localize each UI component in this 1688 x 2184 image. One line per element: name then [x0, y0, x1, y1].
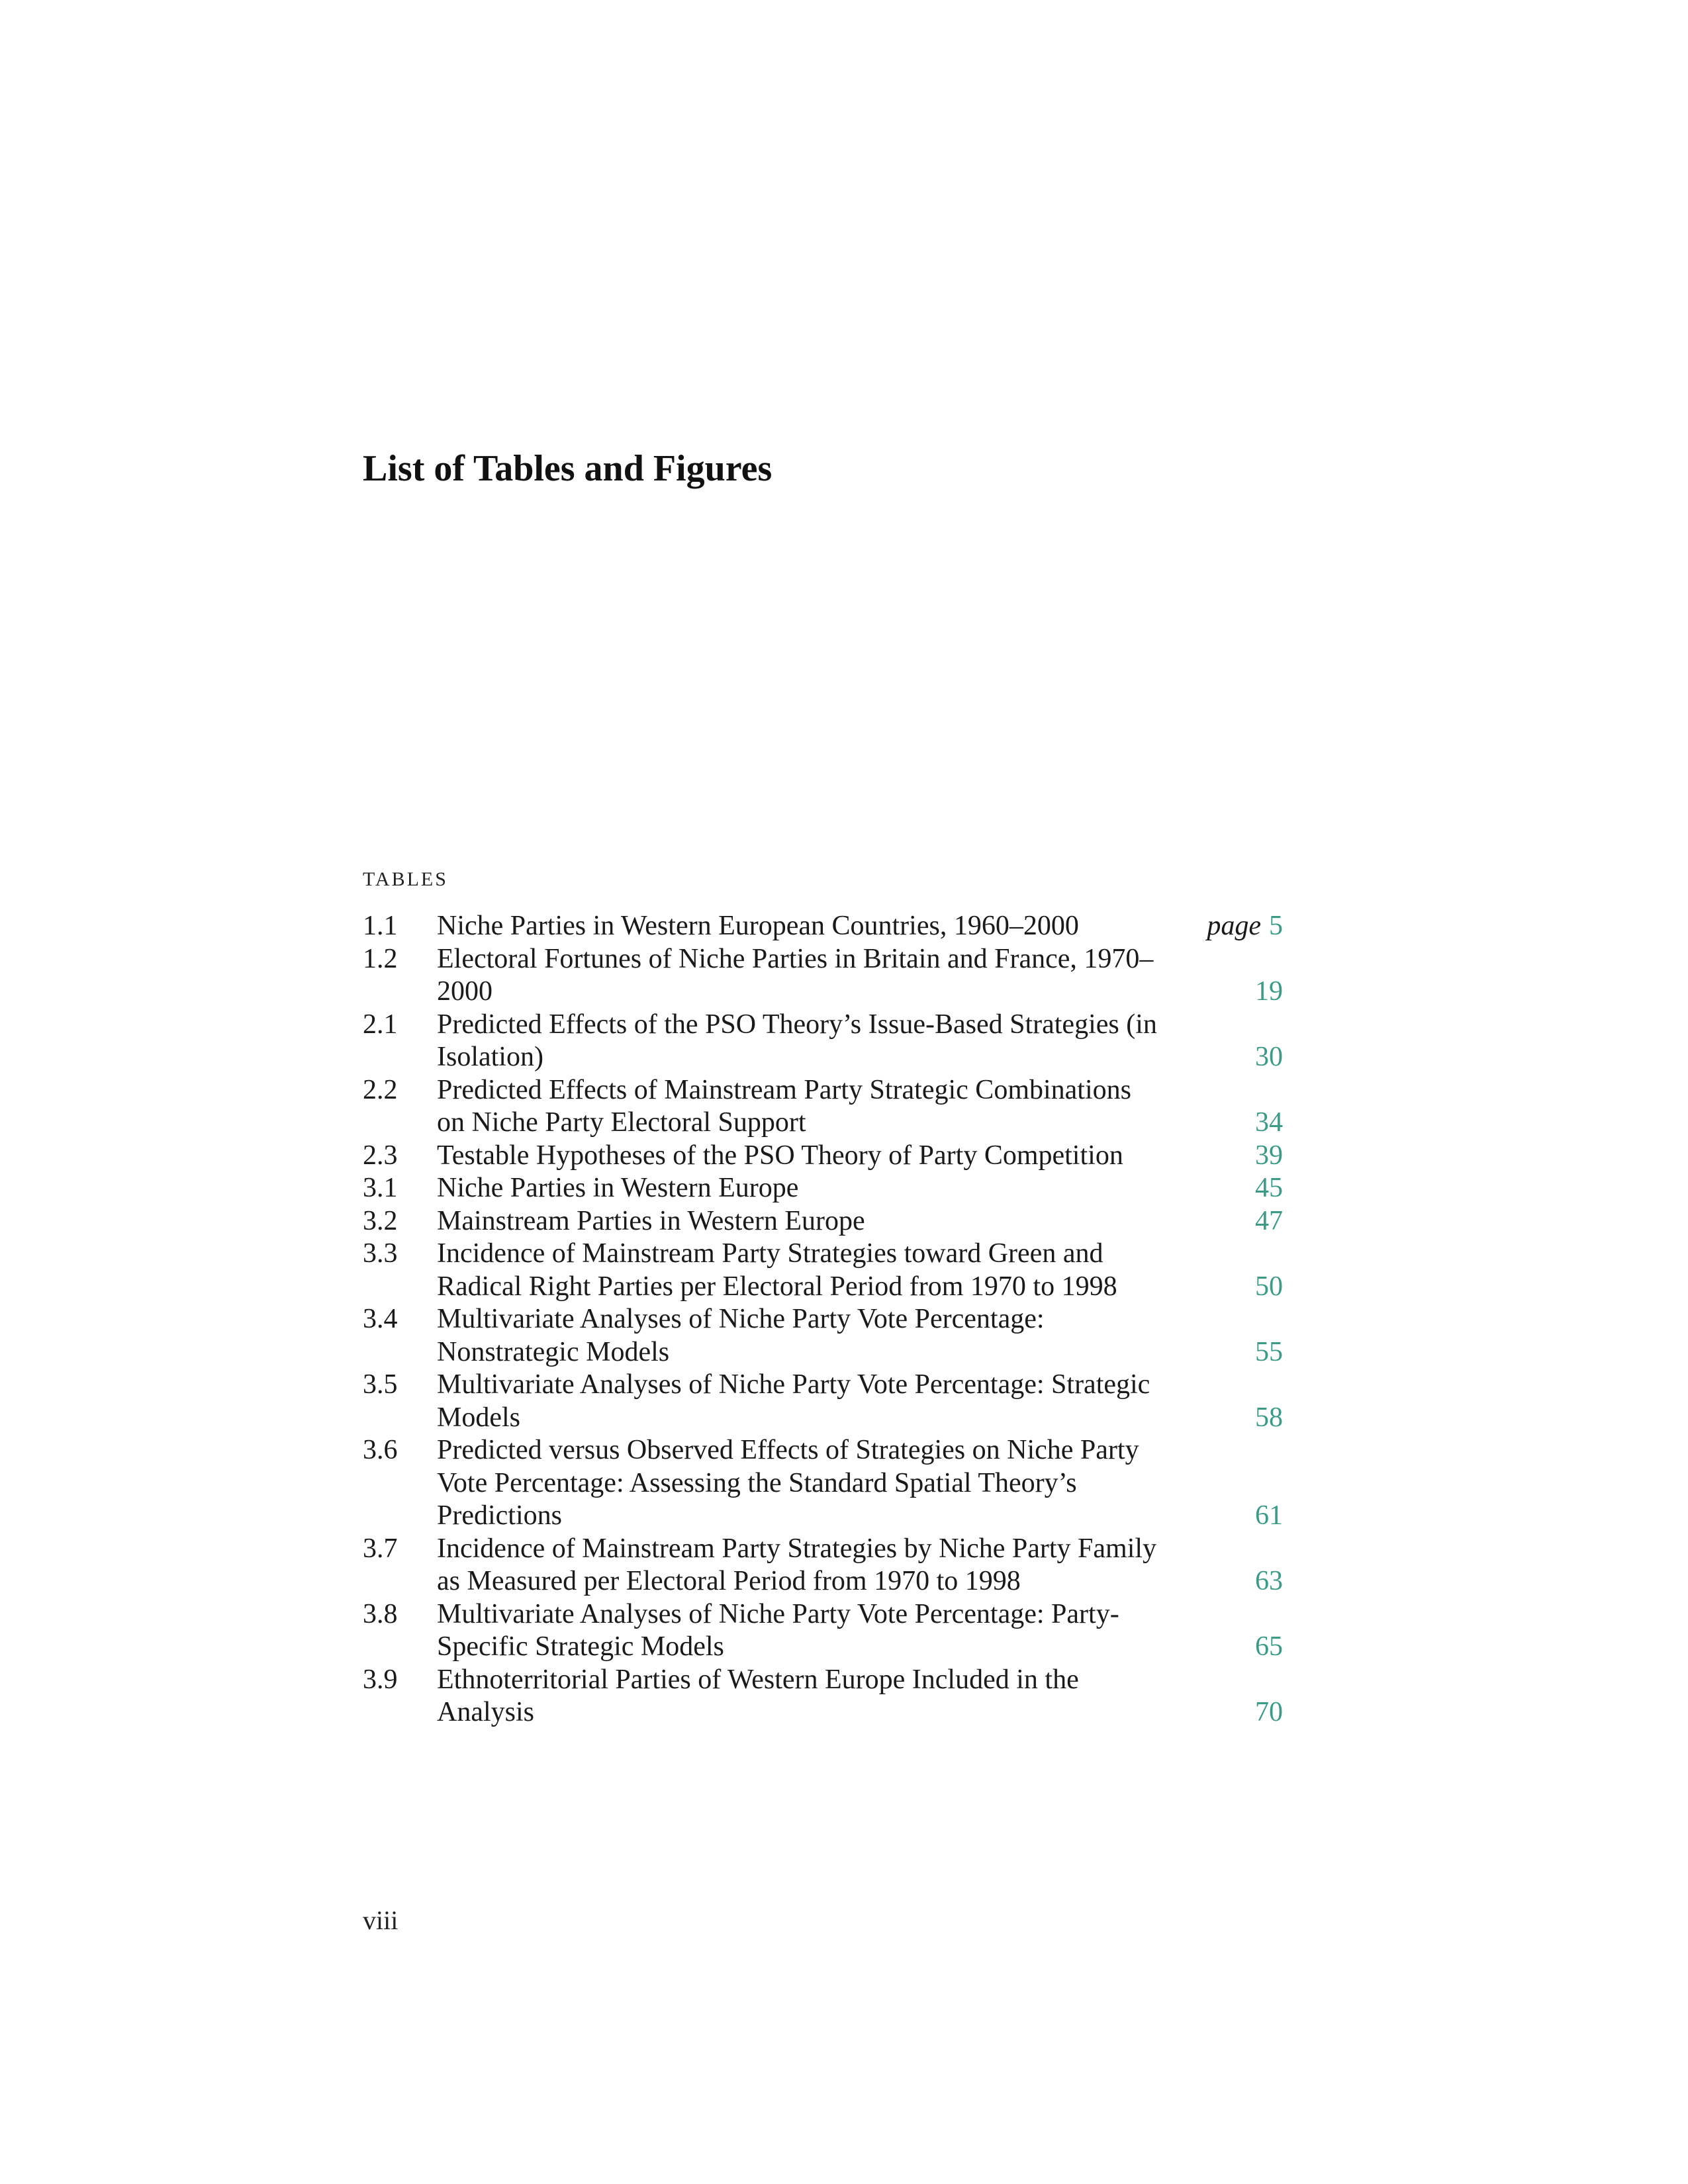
entry-page-ref: [1165, 910, 1283, 943]
toc-entry: [363, 943, 1283, 1009]
tables-list: [363, 910, 1283, 1729]
toc-entry: [363, 1140, 1283, 1173]
entry-page: 5: [1269, 911, 1283, 941]
toc-entry: [363, 1172, 1283, 1205]
entry-title: Multivariate Analyses of Niche Party Vote Percentage: Party-Specific Strategic Models: [437, 1598, 1119, 1662]
toc-entry: [363, 1238, 1283, 1303]
entry-title: Testable Hypotheses of the PSO Theory of Party Competition: [437, 1140, 1123, 1171]
entry-title: Predicted versus Observed Effects of Strategies on Niche Party Vote Percentage: Assessing the Standard Spatial Theory’s Predictions: [437, 1435, 1139, 1531]
entry-title: Predicted Effects of the PSO Theory’s Issue-Based Strategies (in Isolation): [437, 1009, 1157, 1072]
entry-number: 3.2: [363, 1205, 398, 1236]
page-title: List of Tables and Figures: [363, 448, 773, 489]
entry-page: 61: [1255, 1500, 1283, 1531]
toc-entry: [363, 1533, 1283, 1598]
toc-entry: [363, 1664, 1283, 1729]
toc-entry: [363, 1369, 1283, 1434]
toc-entry: [363, 910, 1283, 943]
entry-page: 47: [1255, 1205, 1283, 1236]
entry-page: 50: [1255, 1271, 1283, 1302]
entry-number: 3.3: [363, 1238, 398, 1269]
entry-title: Niche Parties in Western Europe: [437, 1173, 799, 1203]
entry-page: 58: [1255, 1402, 1283, 1433]
entry-number: 3.6: [363, 1435, 398, 1465]
entry-page: 34: [1255, 1107, 1283, 1138]
entry-page: 65: [1255, 1631, 1283, 1662]
entry-title: Niche Parties in Western European Countries, 1960–2000: [437, 911, 1079, 941]
entry-title: Electoral Fortunes of Niche Parties in Britain and France, 1970–2000: [437, 943, 1154, 1007]
entry-page: 45: [1255, 1173, 1283, 1203]
entry-title: Multivariate Analyses of Niche Party Vote Percentage: Nonstrategic Models: [437, 1304, 1045, 1367]
entry-number: 1.1: [363, 911, 398, 941]
entry-title: Ethnoterritorial Parties of Western Europe Included in the Analysis: [437, 1664, 1079, 1727]
entry-page: 70: [1255, 1697, 1283, 1727]
entry-title: Multivariate Analyses of Niche Party Vote Percentage: Strategic Models: [437, 1369, 1150, 1433]
entry-number: 3.9: [363, 1664, 398, 1695]
entry-page: 55: [1255, 1336, 1283, 1367]
entry-title: Predicted Effects of Mainstream Party Strategic Combinations on Niche Party Electoral Support: [437, 1074, 1131, 1138]
entry-title: Incidence of Mainstream Party Strategies by Niche Party Family as Measured per Electoral Period from 1970 to 1998: [437, 1533, 1157, 1596]
entry-number: 2.1: [363, 1009, 398, 1040]
entry-number: 3.1: [363, 1173, 398, 1203]
entry-page: 30: [1255, 1042, 1283, 1072]
toc-entry: [363, 1303, 1283, 1369]
entry-title: Incidence of Mainstream Party Strategies toward Green and Radical Right Parties per Electoral Period from 1970 to 1998: [437, 1238, 1117, 1302]
toc-entry: [363, 1205, 1283, 1238]
entry-number: 3.4: [363, 1304, 398, 1334]
toc-entry: [363, 1074, 1283, 1140]
toc-entry: [363, 1598, 1283, 1664]
entry-page: 63: [1255, 1566, 1283, 1596]
entry-number: 2.2: [363, 1074, 398, 1105]
page-folio: viii: [363, 1905, 399, 1935]
entry-page: 39: [1255, 1140, 1283, 1171]
page-word: page: [1207, 911, 1261, 941]
entry-number: 1.2: [363, 943, 398, 974]
entry-page: 19: [1255, 976, 1283, 1007]
entry-title: Mainstream Parties in Western Europe: [437, 1205, 865, 1236]
toc-entry: [363, 1009, 1283, 1074]
section-label-tables: TABLES: [363, 868, 448, 890]
entry-number: 3.5: [363, 1369, 398, 1400]
entry-number: 3.8: [363, 1598, 398, 1629]
entry-number: 2.3: [363, 1140, 398, 1171]
toc-entry: [363, 1434, 1283, 1533]
entry-number: 3.7: [363, 1533, 398, 1564]
